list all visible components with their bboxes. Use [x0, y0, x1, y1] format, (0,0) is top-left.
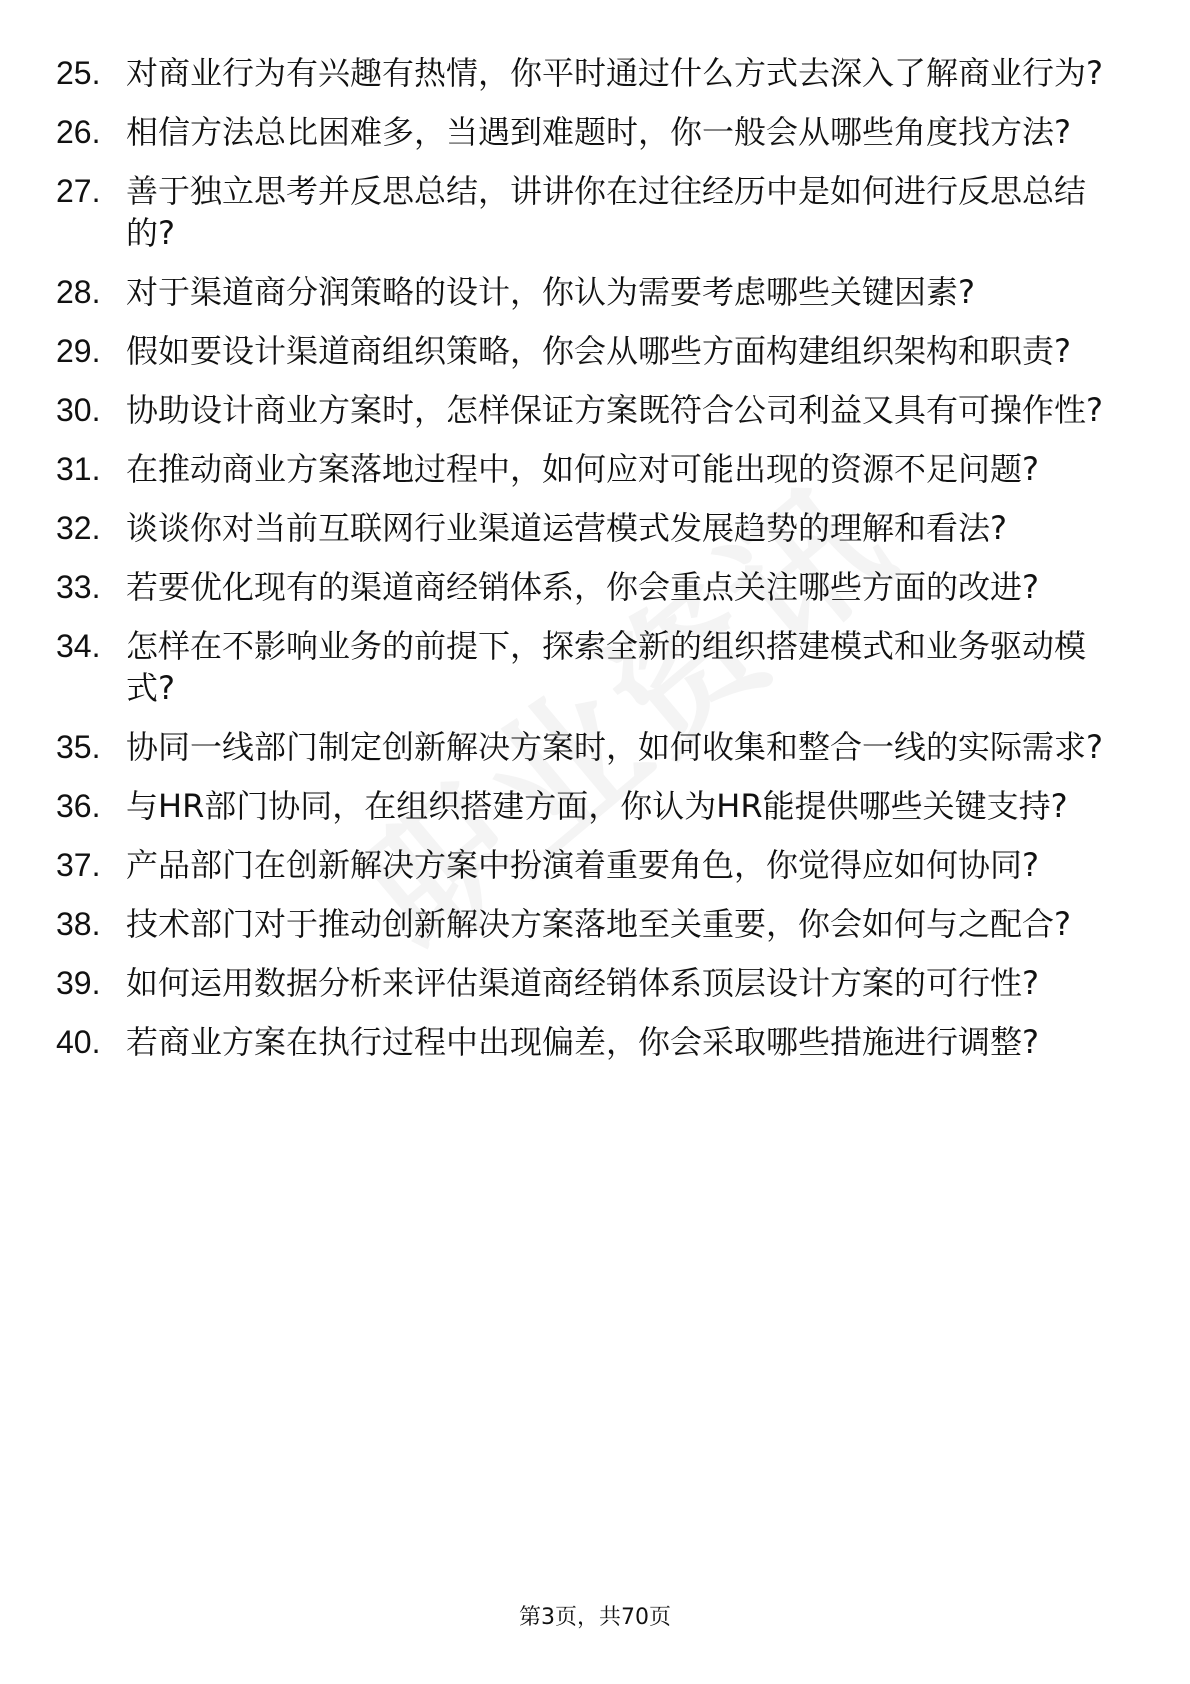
question-text: 产品部门在创新解决方案中扮演着重要角色，你觉得应如何协同? [126, 846, 1039, 884]
question-text: 在推动商业方案落地过程中，如何应对可能出现的资源不足问题? [126, 450, 1039, 488]
list-item [56, 566, 1116, 608]
question-text: 协助设计商业方案时，怎样保证方案既符合公司利益又具有可操作性? [126, 391, 1103, 429]
page-footer: 第3页，共70页 [519, 1605, 671, 1630]
question-number: 35. [56, 729, 101, 765]
question-text: 若要优化现有的渠道商经销体系，你会重点关注哪些方面的改进? [126, 568, 1039, 606]
question-text: 协同一线部门制定创新解决方案时，如何收集和整合一线的实际需求? [126, 728, 1103, 766]
list-item [56, 1021, 1116, 1063]
list-item [56, 903, 1116, 945]
question-number: 31. [56, 451, 101, 487]
question-text: 与HR部门协同，在组织搭建方面，你认为HR能提供哪些关键支持? [126, 787, 1068, 825]
list-item [56, 785, 1116, 827]
list-item [56, 52, 1116, 94]
list-item [56, 726, 1116, 768]
list-item [56, 625, 1116, 709]
question-text: 对商业行为有兴趣有热情，你平时通过什么方式去深入了解商业行为? [126, 54, 1103, 92]
question-text: 技术部门对于推动创新解决方案落地至关重要，你会如何与之配合? [126, 905, 1071, 943]
question-text: 如何运用数据分析来评估渠道商经销体系顶层设计方案的可行性? [126, 964, 1039, 1002]
list-item [56, 448, 1116, 490]
question-text: 相信方法总比困难多，当遇到难题时，你一般会从哪些角度找方法? [126, 113, 1071, 151]
question-number: 34. [56, 628, 101, 664]
list-item [56, 330, 1116, 372]
question-number: 40. [56, 1024, 101, 1060]
list-item [56, 170, 1116, 254]
question-number: 27. [56, 173, 101, 209]
question-text: 若商业方案在执行过程中出现偏差，你会采取哪些措施进行调整? [126, 1023, 1039, 1061]
list-item [56, 271, 1116, 313]
question-number: 38. [56, 906, 101, 942]
list-item [56, 844, 1116, 886]
list-item [56, 507, 1116, 549]
question-number: 32. [56, 510, 101, 546]
question-number: 25. [56, 55, 101, 91]
question-list [56, 52, 1116, 1080]
question-text: 善于独立思考并反思总结，讲讲你在过往经历中是如何进行反思总结的? [126, 172, 1087, 252]
question-number: 28. [56, 274, 101, 310]
list-item [56, 962, 1116, 1004]
question-text: 假如要设计渠道商组织策略，你会从哪些方面构建组织架构和职责? [126, 332, 1071, 370]
question-number: 36. [56, 788, 101, 824]
list-item [56, 111, 1116, 153]
question-number: 29. [56, 333, 101, 369]
question-text: 怎样在不影响业务的前提下，探索全新的组织搭建模式和业务驱动模式? [126, 627, 1087, 707]
question-number: 30. [56, 392, 101, 428]
question-text: 对于渠道商分润策略的设计，你认为需要考虑哪些关键因素? [126, 273, 975, 311]
question-number: 39. [56, 965, 101, 1001]
list-item [56, 389, 1116, 431]
question-text: 谈谈你对当前互联网行业渠道运营模式发展趋势的理解和看法? [126, 509, 1007, 547]
question-number: 33. [56, 569, 101, 605]
question-number: 37. [56, 847, 101, 883]
question-number: 26. [56, 114, 101, 150]
